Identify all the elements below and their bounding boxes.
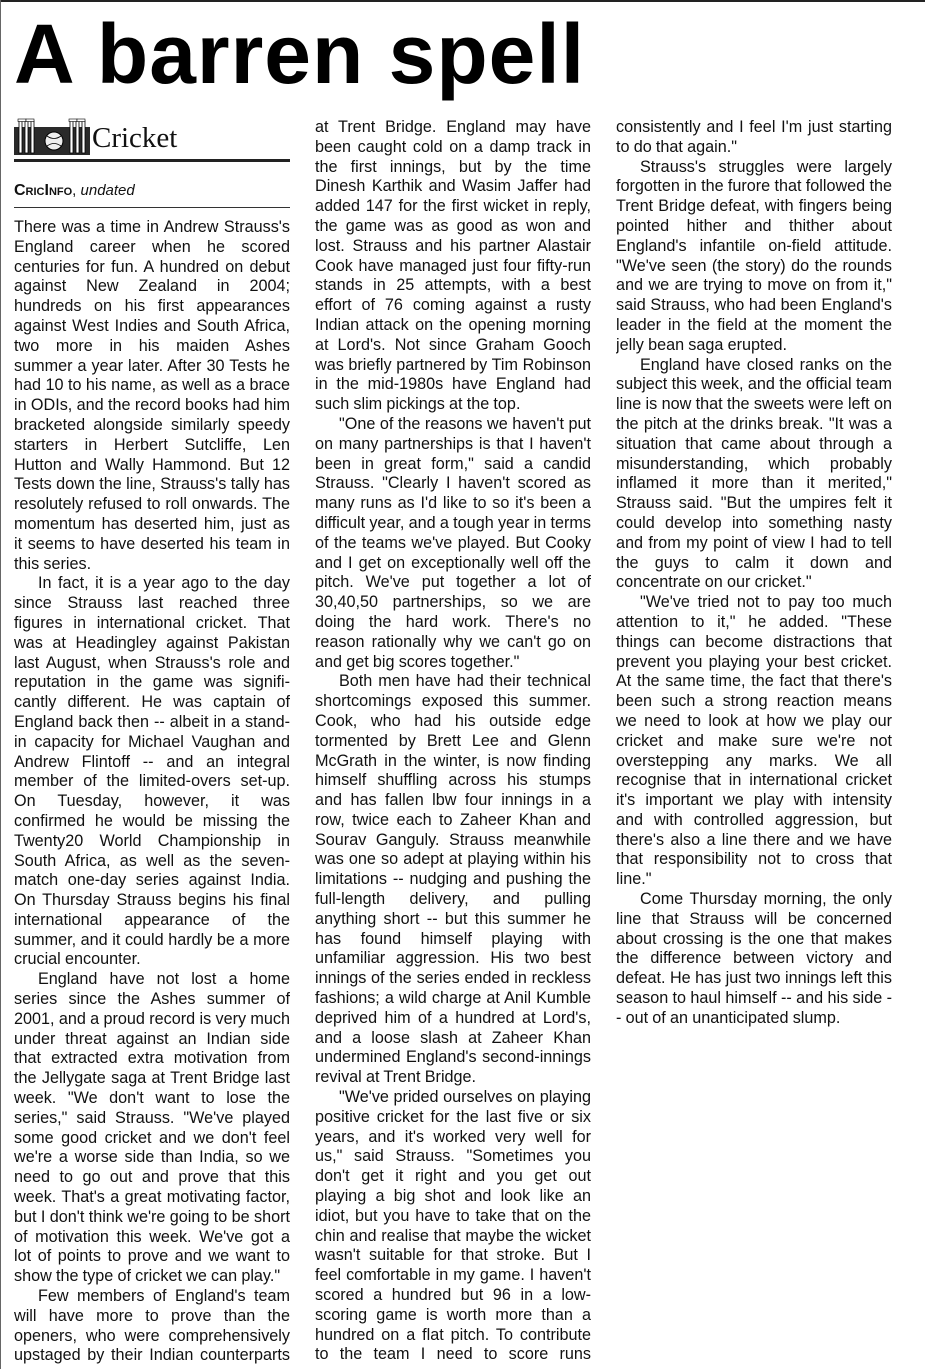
article-paragraph: "We've prided ourselves on playing positive cricket for the last five or six years, and it's worked very well for us," said Strauss. "Sometimes you don't get it right and you get out playing a big shot and look like an idiot, but you have to take that on the chin and realise that maybe the wicket wasn't suitable for that stroke. But I feel comfortable in my game. I haven't scored a hundred but 96 in a low-scoring game is worth more than a hundred on a flat pitch. To contribute to the team I need to score runs [315,1088,591,1364]
article-paragraph: There was a time in Andrew Strauss's England career when he scored centuries for fun. A hundred on debut against New Zealand in 2004; hundreds on his first appearances against West Indies and South Africa, two more in his maiden Ashes summer a year later. After 30 Tests he had 10 to his name, as well as a brace in ODIs, and the record books had him bracketed alongside similarly speedy starters in Herbert Sutcliffe, Len Hutton and Wally Hammond. But 12 Tests down the line, Strauss's tally has resolutely refused to roll onwards. The momentum has deserted him, just as it seems to have deserted his team in this series. [14,218,290,573]
article-paragraph: Few members of England's team will have more to prove than the openers, who were comprehensively upstaged by their Indian counterparts [14,1287,290,1365]
article-paragraph: at Trent Bridge. England may have been caught cold on a damp track in the first innings, but by the time Dinesh Karthik and Wasim Jaffer had added 147 for the first wicket in reply, the game was as good as won and lost. Strauss and his partner Alastair Cook have managed just four fifty-run stands in 25 attempts, with a best effort of 76 coming against a rusty Indian attack on the opening morning at Lord's. Not since Graham Gooch was briefly partnered by Tim Robinson in the mid-1980s have England had such slim pickings at the top. [315,118,591,414]
headline: A barren spell [14,7,586,101]
cricket-wickets-ball-icon [14,117,90,157]
article-paragraph: England have closed ranks on the subject this week, and the official team line is now that the sweets were left on the pitch at the drinks break. "It was a situation that came about through a misunderstanding, which probably inflamed it more than it merited," Strauss said. "But the umpires felt it could develop into something nasty and from my point of view I had to tell the guys to calm it down and concentrate on our cricket." [616,355,892,592]
article-paragraph: "We've tried not to pay too much attention to it," he added. "These things can become distractions that prevent you playing your best cricket. At the same time, the fact that there's been such a strong reaction means we need to look at how we play our cricket and make sure we're not overstepping any marks. We all recognise that in international cricket it's important we play with intensity and with controlled aggression, but there's also a line there and we have that responsibility not to cross that line." [616,593,892,889]
top-rule [0,0,925,2]
section-label: Cricket [92,122,178,154]
article-paragraph: consistently and I feel I'm just starting to do that again." [616,118,892,156]
article-paragraph: Come Thursday morning, the only line that Strauss will be concerned about crossing is the one that makes the difference between victory and defeat. He has just two innings left this season to haul himself -- and his side -- out of an unanticipated slump. [616,890,892,1027]
byline: CricInfo, undated [14,181,290,208]
article-column-1 [14,218,290,1369]
article-column-2 [315,118,591,1369]
article-paragraph: Both men have had their technical shortcomings exposed this summer. Cook, who had his outside edge tormented by Brett Lee and Glenn McGrath in the winter, is now finding himself shuffling across his stumps and has fallen lbw four innings in a row, twice each to Zaheer Khan and Sourav Ganguly. Strauss meanwhile was one so adept at playing within his limitations -- nudging and pushing the full-length delivery, and pulling anything short -- but this summer he has found himself playing with unfamiliar aggression. His two best innings of the series ended in reckless fashions; a wild charge at Anil Kumble deprived him of a hundred at Lord's, and a loose slash at Zaheer Khan undermined England's second-innings revival at Trent Bridge. [315,672,591,1087]
article-paragraph: In fact, it is a year ago to the day since Strauss last reached three figures in international cricket. That was at Headingley against Pakistan last August, when Strauss's role and reputation in the game was significantly different. He was captain of England back then -- albeit in a stand-in capacity for Michael Vaughan and Andrew Flintoff -- and an integral member of the limited-overs set-up. On Tuesday, however, it was confirmed he would be missing the Twenty20 World Championship in South Africa, as well as the seven-match one-day series against India. On Thursday Strauss begins his final international appearance of the summer, and it could hardly be a more crucial encounter. [14,574,290,969]
byline-source: CricInfo [14,182,73,199]
section-header [14,117,290,162]
article-paragraph: "One of the reasons we haven't put on many partnerships is that I haven't been in great form," said a candid Strauss. "Clearly I haven't scored as many runs as I'd like to so it's been a difficult year, and a tough year in terms of the teams we've played. But Cooky and I get on exceptionally well off the pitch. We've put together a lot of 30,40,50 partnerships, so we are doing the hard work. There's no reason rationally why we can't go on and get big scores together." [315,414,591,671]
article-paragraph: Strauss's struggles were largely forgotten in the furore that followed the Trent Bridge defeat, with fingers being pointed hither and thither about England's infantile on-field attitude. "We've seen (the story) do the rounds and we are trying to move on from it," said Strauss, who had been England's leader in the field at the moment the jelly bean saga erupted. [616,157,892,354]
left-rule [0,0,1,1369]
article-column-3 [616,118,892,1369]
byline-date: undated [80,182,135,199]
article-paragraph: England have not lost a home series since the Ashes summer of 2001, and a proud record is very much under threat against an Indian side that extracted extra motivation from the Jellygate saga at Trent Bridge last week. "We don't want to lose the series," said Strauss. "We've played some good cricket and we don't feel we're a worse side than India, so we need to go out and prove that this week. That's a great motivating factor, but I don't think we're going to be short of motivation this week. We've got a lot of points to prove and we want to show the type of cricket we can play." [14,970,290,1286]
